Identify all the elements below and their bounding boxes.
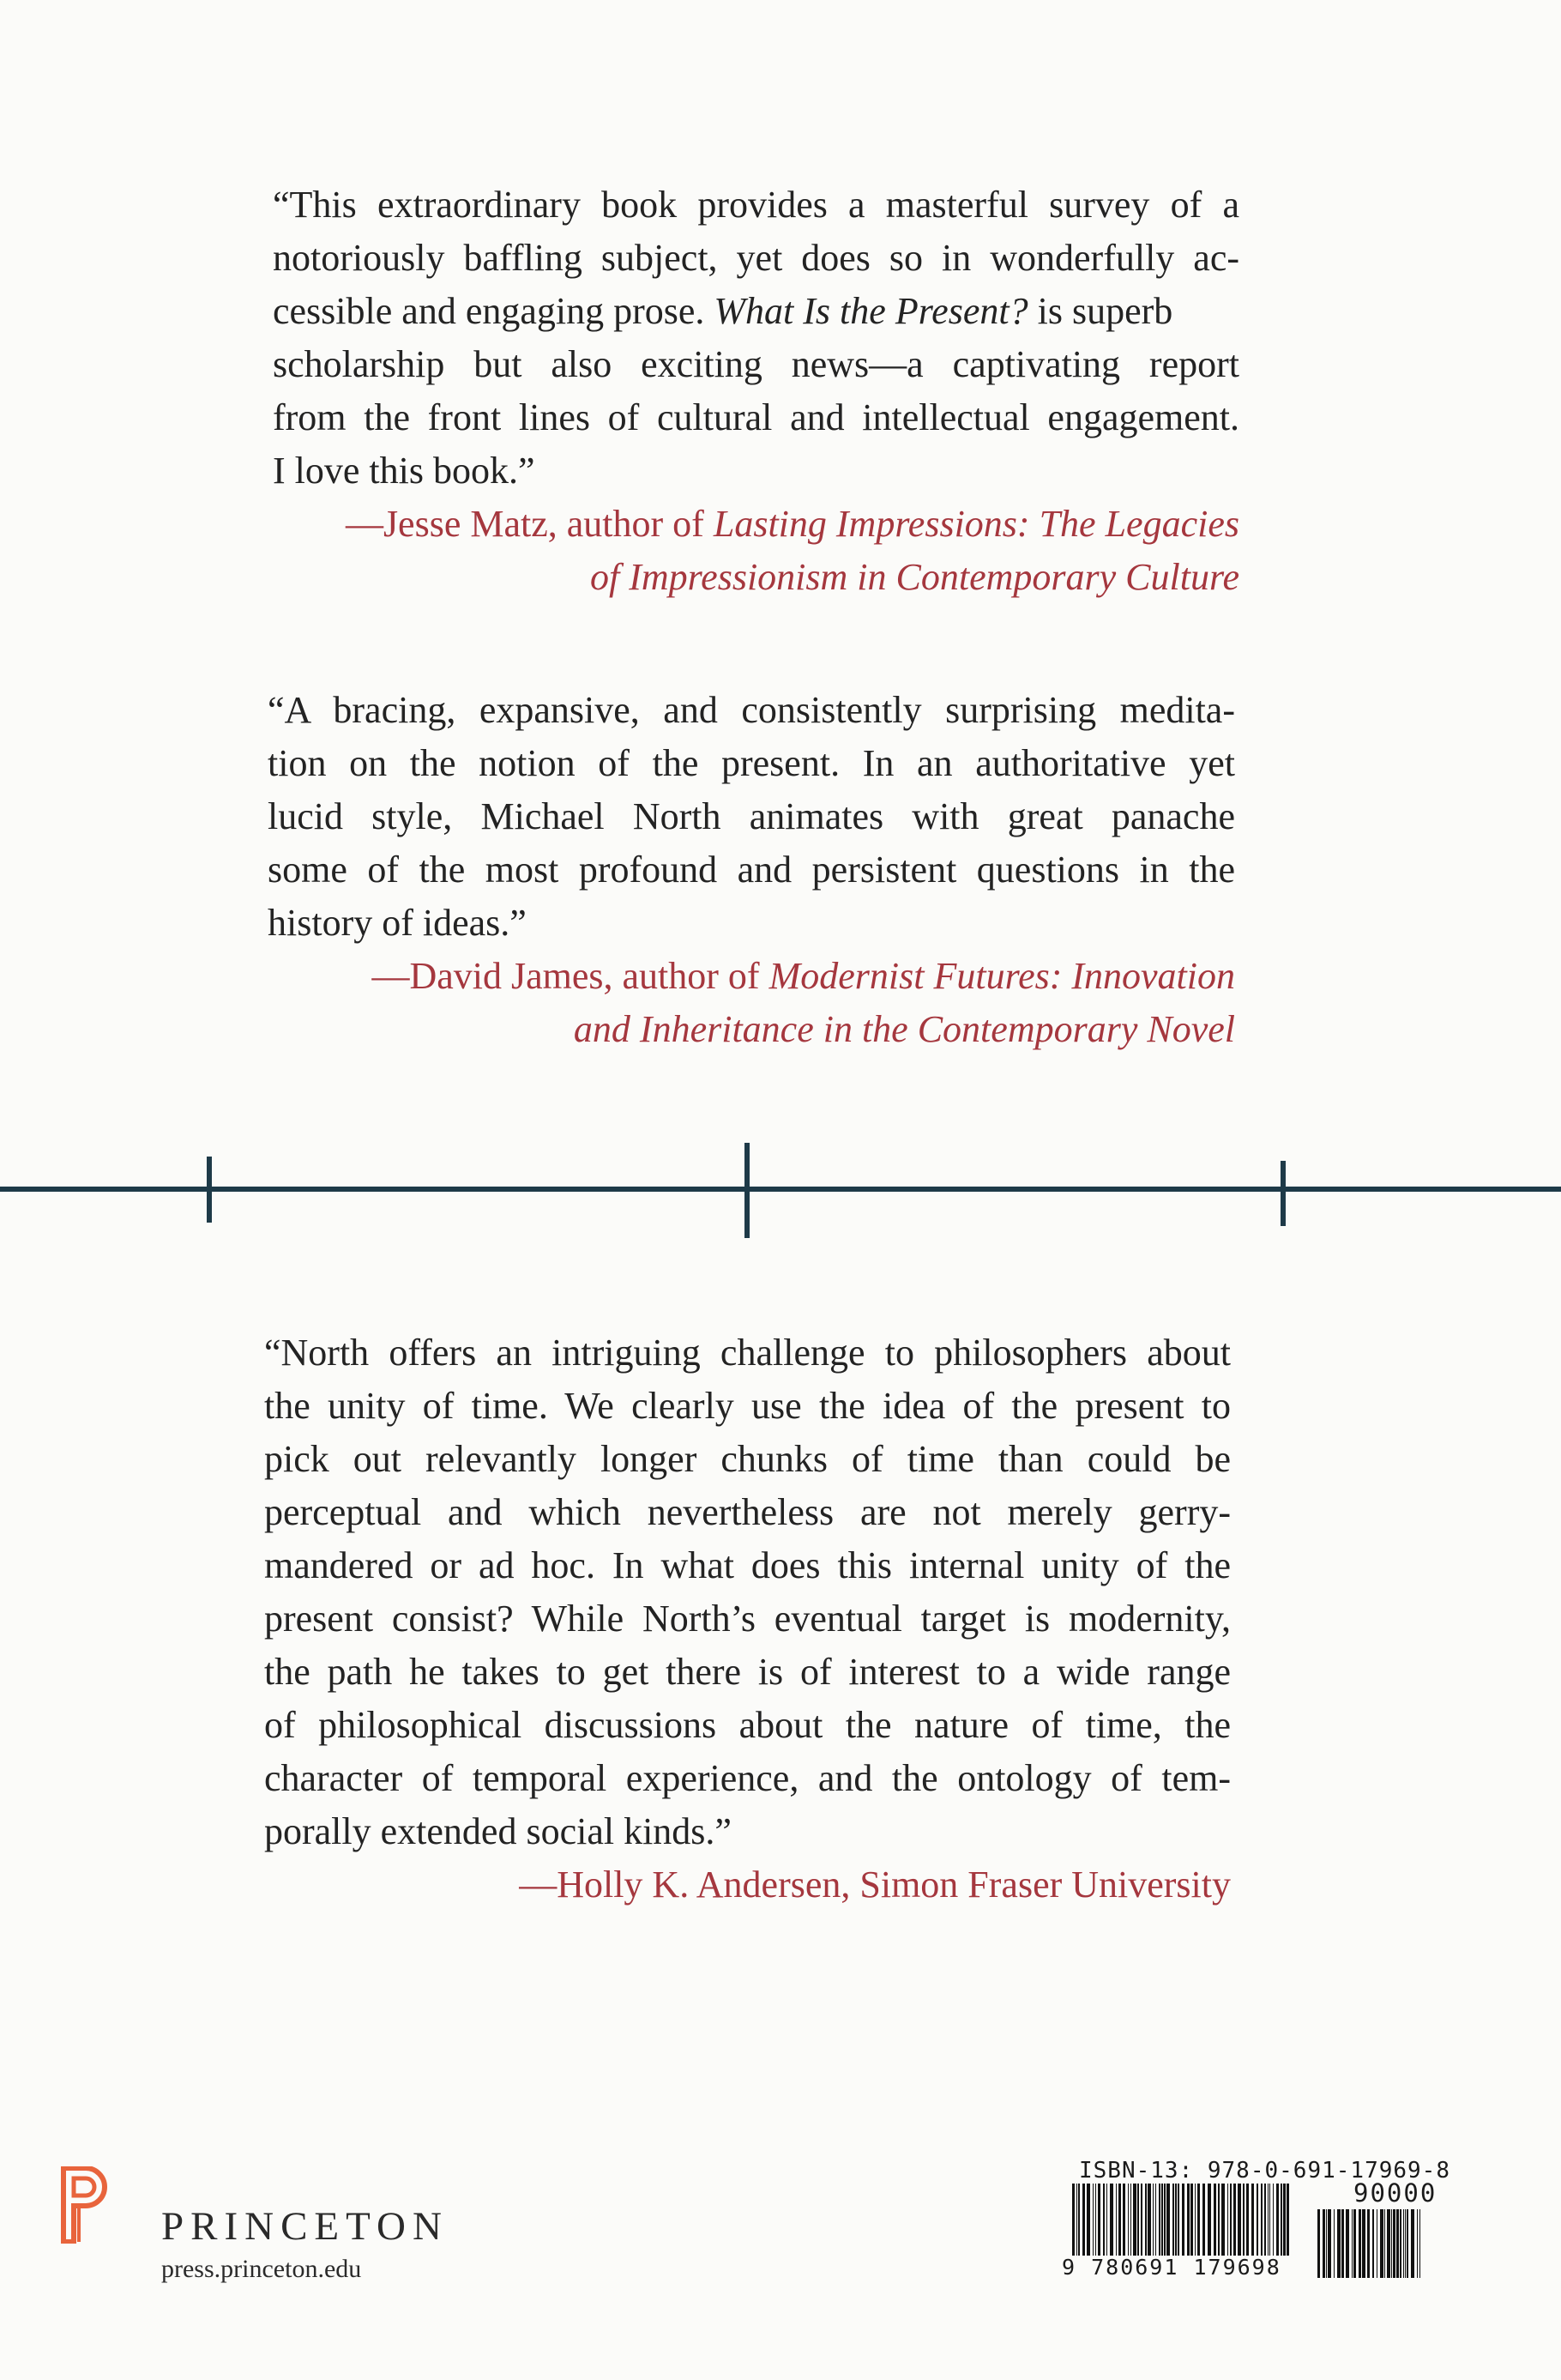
barcode-bar	[1095, 2184, 1096, 2256]
blurb-1-line-5: from the front lines of cultural and intellectual engagement.	[273, 396, 1239, 438]
barcode-bar	[1353, 2209, 1356, 2278]
barcode-bar	[1387, 2209, 1390, 2278]
barcode-bar	[1076, 2184, 1077, 2256]
blurb-1-line-4: scholarship but also exciting news—a captivating report	[273, 343, 1239, 385]
barcode-extension	[1316, 2209, 1424, 2278]
blurb-2-attribution-line-2	[268, 1003, 1235, 1056]
barcode-bar	[1230, 2184, 1232, 2256]
barcode-bar	[1148, 2184, 1151, 2256]
blurb-1-line-1: “This extraordinary book provides a masterful survey of a	[273, 184, 1239, 226]
barcode-bar	[1326, 2209, 1327, 2278]
blurb-3-line-7: the path he takes to get there is of interest to a wide range	[264, 1651, 1231, 1693]
barcode-bar	[1323, 2209, 1325, 2278]
barcode-bar	[1159, 2184, 1160, 2256]
barcode-bar	[1359, 2209, 1361, 2278]
barcode-bar	[1227, 2184, 1228, 2256]
barcode-bar	[1145, 2184, 1147, 2256]
barcode-bar	[1334, 2209, 1335, 2278]
blurb-1-line-3	[273, 285, 1239, 338]
barcode-bar	[1202, 2184, 1205, 2256]
barcode-bar	[1400, 2209, 1401, 2278]
barcode-bar	[1221, 2184, 1225, 2256]
publisher-name: PRINCETON	[161, 2204, 449, 2249]
blurb-1-attribution-title-1: Lasting Impressions: The Legacies	[713, 503, 1239, 545]
barcode-bar	[1281, 2184, 1282, 2256]
barcode-bar	[1178, 2184, 1179, 2256]
barcode-bar	[1393, 2209, 1395, 2278]
barcode-bar	[1172, 2184, 1174, 2256]
barcode-bar	[1341, 2209, 1344, 2278]
barcode-bar	[1251, 2184, 1254, 2256]
barcode-bar	[1283, 2184, 1286, 2256]
blurb-1-line-3-head: cessible and engaging prose.	[273, 290, 705, 332]
barcode-bar	[1103, 2184, 1105, 2256]
blurb-1-line-6: I love this book.”	[273, 450, 535, 492]
barcode-bar	[1195, 2184, 1196, 2256]
barcode-bar	[1276, 2184, 1279, 2256]
blurb-3-line-3: pick out relevantly longer chunks of time than could be	[264, 1438, 1231, 1480]
blurb-3-line-5: mandered or ad hoc. In what does this internal unity of the	[264, 1544, 1231, 1586]
barcode-digits: 9 780691 179698	[1062, 2255, 1281, 2280]
blurb-2-attribution	[268, 950, 1235, 1003]
barcode-bar	[1405, 2209, 1406, 2278]
blurb-2-line-1: “A bracing, expansive, and consistently surprising medita-	[268, 689, 1235, 731]
blurb-1	[273, 178, 1239, 604]
barcode-bar	[1384, 2209, 1385, 2278]
princeton-logo-icon	[60, 2166, 112, 2244]
barcode-bar	[1407, 2209, 1408, 2278]
barcode-bar	[1093, 2184, 1094, 2256]
barcode-bar	[1346, 2209, 1349, 2278]
barcode-bar	[1214, 2184, 1216, 2256]
barcode-bar	[1133, 2184, 1136, 2256]
blurb-3-line-1: “North offers an intriguing challenge to philosophers about	[264, 1332, 1231, 1374]
barcode-bar	[1137, 2184, 1139, 2256]
blurb-2	[268, 684, 1235, 1056]
barcode-bar	[1264, 2184, 1266, 2256]
blurb-2-line-5: history of ideas.”	[268, 902, 527, 944]
blurb-3-line-2: the unity of time. We clearly use the idea of the present to	[264, 1385, 1231, 1427]
blurb-3-line-4: perceptual and which nevertheless are not merely gerry-	[264, 1491, 1231, 1533]
barcode-bar	[1218, 2184, 1220, 2256]
barcode-bar	[1246, 2184, 1249, 2256]
blurb-1-line-3-tail: is superb	[1028, 290, 1173, 332]
barcode-bar	[1243, 2184, 1245, 2256]
barcode-bar	[1187, 2184, 1190, 2256]
blurb-2-line-4: some of the most profound and persistent questions in the	[268, 849, 1235, 891]
blurb-2-attribution-title-2: and Inheritance in the Contemporary Novel	[573, 1008, 1235, 1050]
barcode-bar	[1208, 2184, 1211, 2256]
barcode-bar	[1166, 2184, 1170, 2256]
publisher-url: press.princeton.edu	[161, 2255, 362, 2283]
blurb-1-attribution-line-2	[273, 551, 1239, 604]
blurb-1-attribution-title-2: of Impressionism in Contemporary Culture	[590, 556, 1239, 598]
barcode-bar	[1190, 2184, 1193, 2256]
blurb-3-line-8: of philosophical discussions about the nature of time, the	[264, 1704, 1231, 1746]
barcode-bar	[1078, 2184, 1080, 2256]
barcode-bar	[1352, 2209, 1353, 2278]
barcode-bar	[1238, 2184, 1241, 2256]
barcode-bar	[1128, 2184, 1129, 2256]
blurb-3-line-10: porally extended social kinds.”	[264, 1810, 732, 1852]
barcode-bar	[1362, 2209, 1365, 2278]
blurb-2-attribution-title-1: Modernist Futures: Innovation	[768, 955, 1235, 997]
barcode-bar	[1072, 2184, 1075, 2256]
barcode-bar	[1161, 2184, 1163, 2256]
blurb-2-line-3: lucid style, Michael North animates with great panache	[268, 795, 1235, 837]
isbn-label: ISBN-13: 978-0-691-17969-8	[1079, 2158, 1450, 2184]
barcode-bar	[1153, 2184, 1154, 2256]
barcode-bar	[1403, 2209, 1404, 2278]
barcode-bar	[1098, 2184, 1100, 2256]
barcode-bar	[1367, 2209, 1370, 2278]
price-code: 90000	[1353, 2178, 1437, 2208]
barcode-bar	[1175, 2184, 1177, 2256]
barcode-bar	[1396, 2209, 1399, 2278]
blurb-1-attribution	[273, 498, 1239, 551]
barcode-bar	[1273, 2184, 1274, 2256]
barcode-bar	[1106, 2184, 1107, 2256]
blurb-2-attribution-prefix: —David James, author of	[371, 955, 769, 997]
blurb-3	[264, 1326, 1231, 1912]
blurb-1-line-2: notoriously baffling subject, yet does so in wonderfully ac-	[273, 237, 1239, 279]
blurb-3-line-9: character of temporal experience, and the ontology of tem-	[264, 1757, 1231, 1799]
barcode-bar	[1317, 2209, 1320, 2278]
book-title: What Is the Present?	[714, 290, 1028, 332]
barcode-bar	[1110, 2184, 1113, 2256]
barcode-bar	[1082, 2184, 1085, 2256]
barcode-bar	[1257, 2184, 1258, 2256]
barcode-bar	[1123, 2184, 1125, 2256]
barcode-bar	[1261, 2184, 1263, 2256]
barcode-bar	[1164, 2184, 1166, 2256]
barcode-bar	[1087, 2184, 1090, 2256]
barcode-bar	[1328, 2209, 1331, 2278]
barcode-bar	[1391, 2209, 1392, 2278]
blurb-3-line-6: present consist? While North’s eventual target is modernity,	[264, 1598, 1231, 1640]
barcode-bar	[1380, 2209, 1383, 2278]
barcode-bar	[1269, 2184, 1270, 2256]
barcode-bar	[1116, 2184, 1117, 2256]
blurb-3-attribution: —Holly K. Andersen, Simon Fraser University	[519, 1864, 1231, 1906]
barcode-bar	[1118, 2184, 1121, 2256]
barcode-bar	[1233, 2184, 1236, 2256]
barcode-bar	[1141, 2184, 1142, 2256]
blurb-2-line-2: tion on the notion of the present. In an authoritative yet	[268, 742, 1235, 784]
barcode-bar	[1337, 2209, 1341, 2278]
barcode-bar	[1182, 2184, 1184, 2256]
barcode-bar	[1417, 2209, 1418, 2278]
blurb-1-attribution-prefix: —Jesse Matz, author of	[345, 503, 714, 545]
timeline-rule	[0, 1128, 1561, 1240]
barcode-bar	[1197, 2184, 1200, 2256]
barcode-bar	[1411, 2209, 1414, 2278]
barcode-bar	[1287, 2184, 1289, 2256]
barcode-bar	[1372, 2209, 1374, 2278]
barcode-bar	[1419, 2209, 1420, 2278]
barcode-bar	[1268, 2184, 1269, 2256]
barcode-bar	[1155, 2184, 1156, 2256]
barcode-bar	[1130, 2184, 1131, 2256]
